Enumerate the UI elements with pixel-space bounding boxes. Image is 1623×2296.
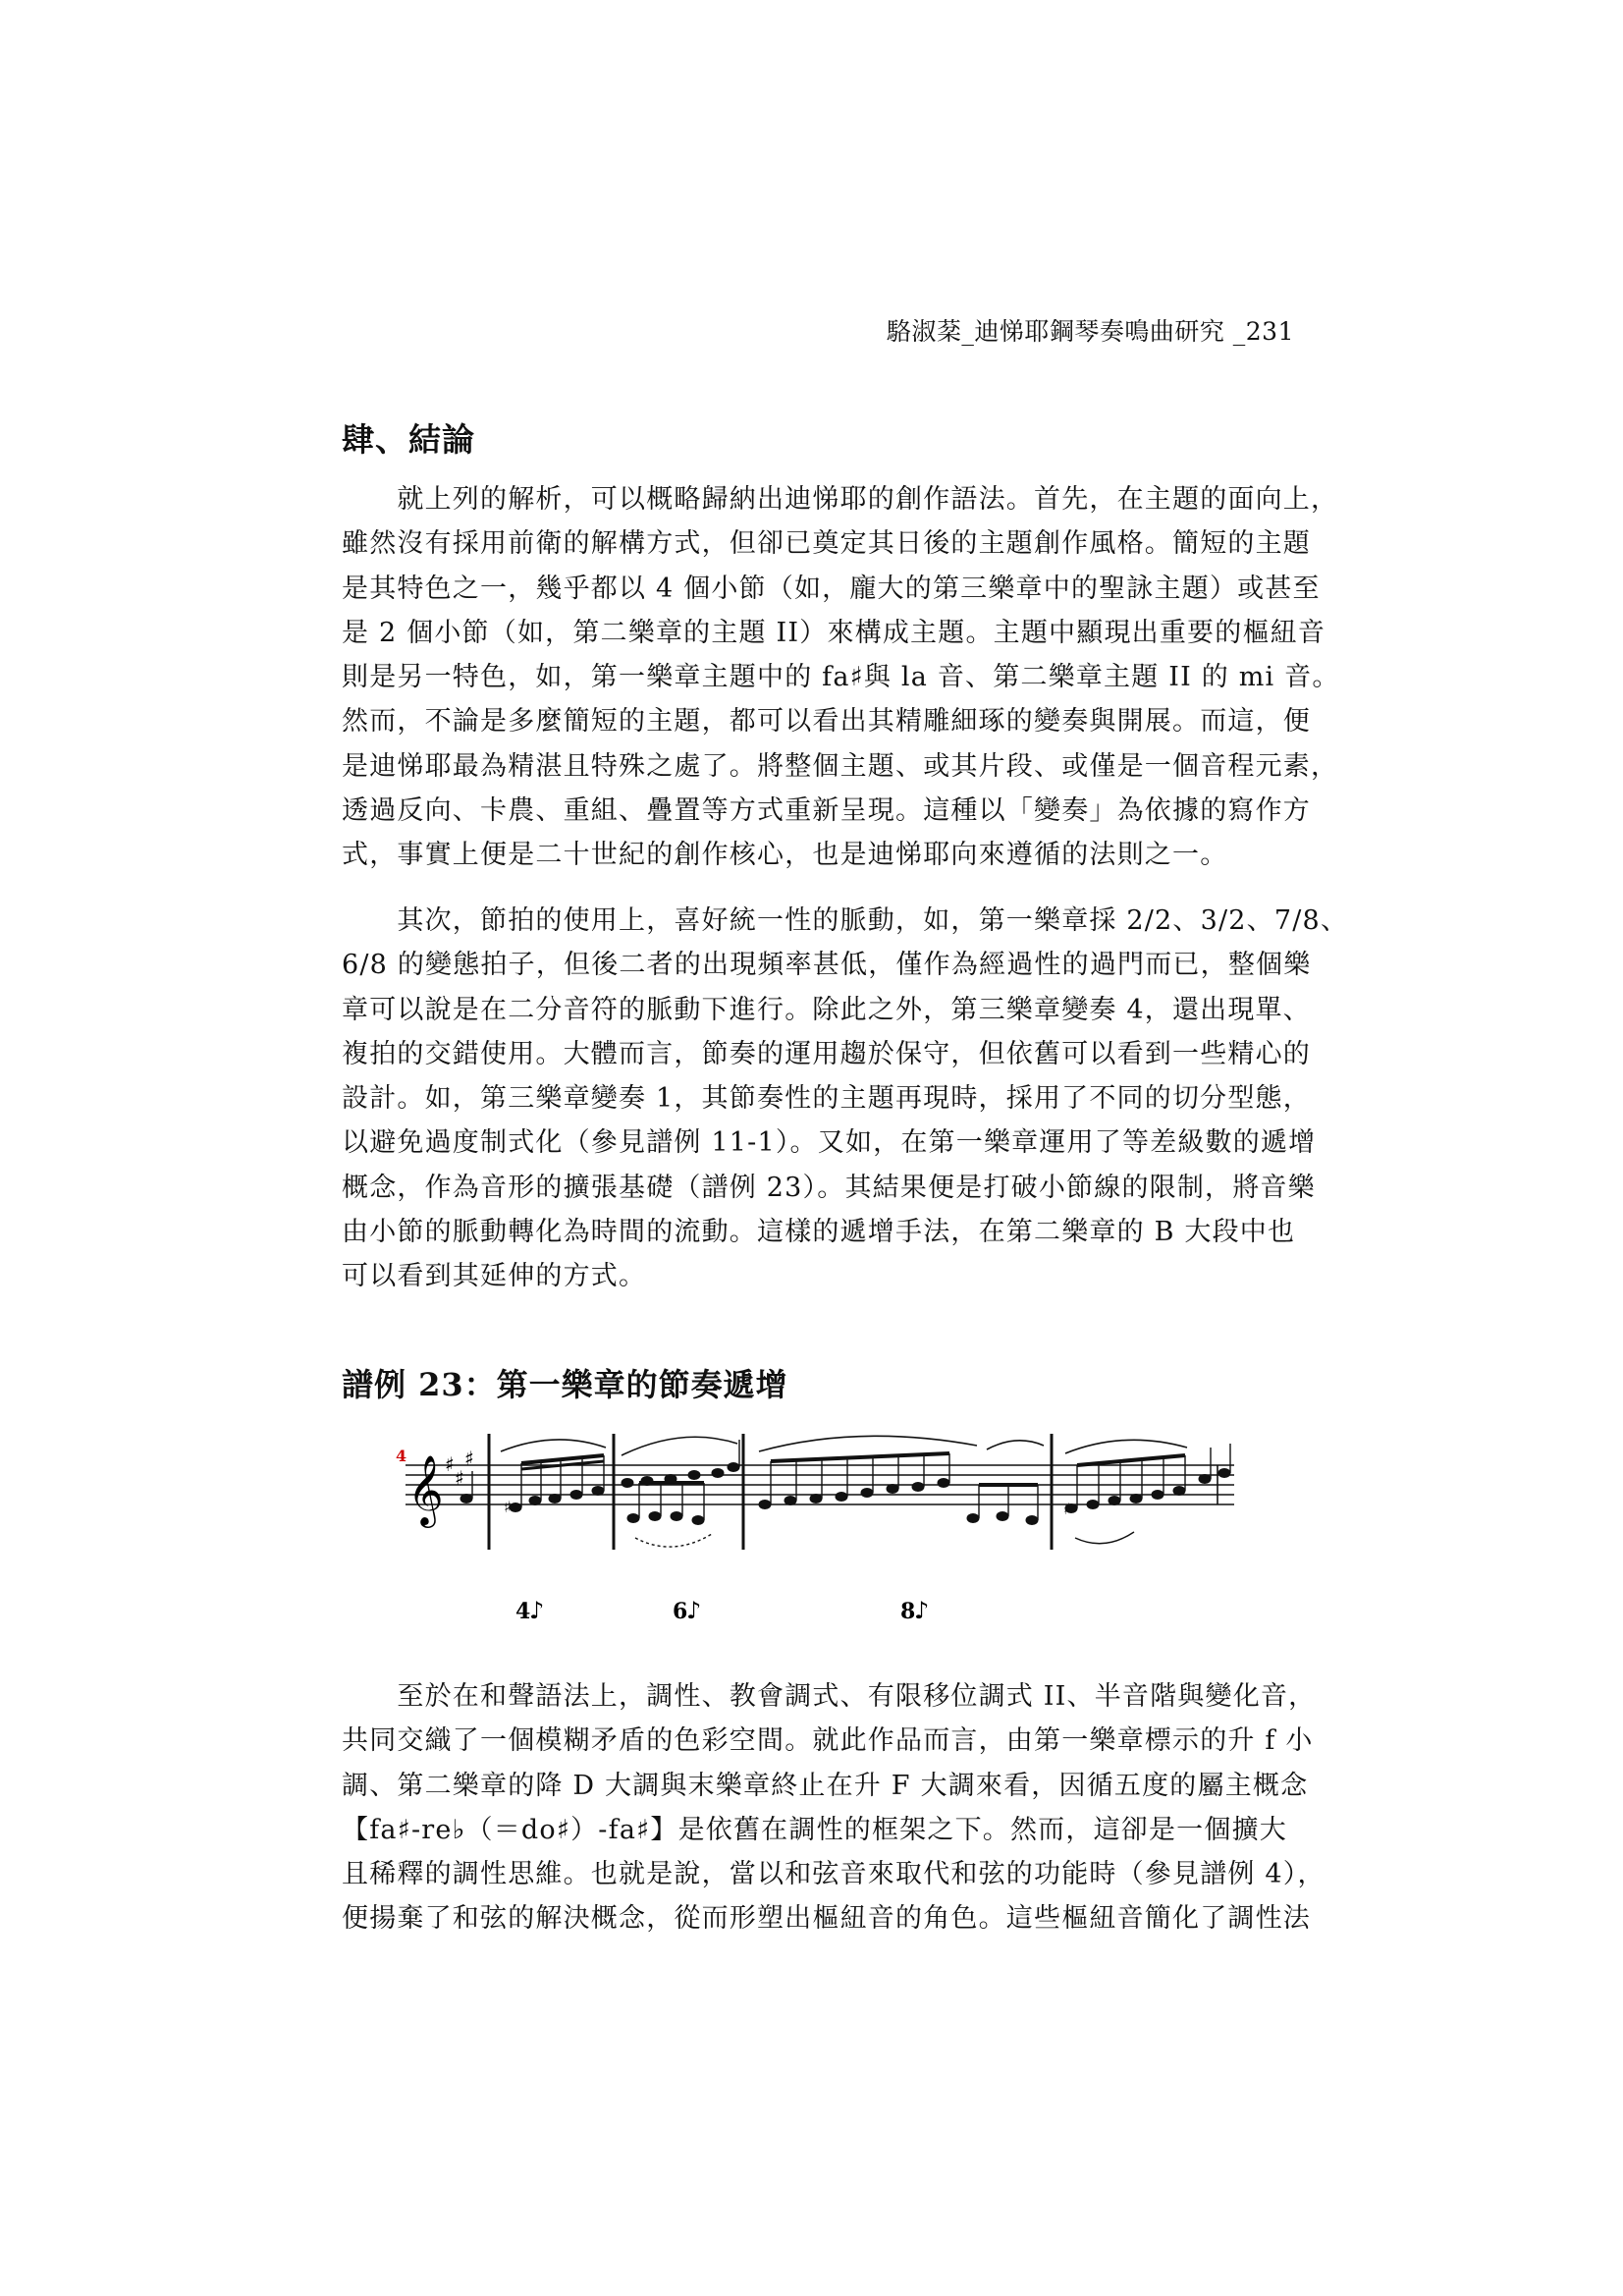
text-line: 然而，不論是多麼簡短的主題，都可以看出其精雕細琢的變奏與開展。而這，便 — [342, 706, 1311, 738]
text-line: 且稀釋的調性思維。也就是說，當以和弦音來取代和弦的功能時（參見譜例 4）， — [342, 1859, 1325, 1890]
text-line: 調、第二樂章的降 D 大調與末樂章終止在升 F 大調來看，因循五度的屬主概念 — [342, 1770, 1309, 1801]
key-signature-sharps — [445, 1447, 474, 1490]
rhythm-count: 4 — [515, 1599, 531, 1624]
text-line: 共同交織了一個模糊矛盾的色彩空間。就此作品而言，由第一樂章標示的升 f 小 — [342, 1725, 1314, 1757]
text-line: 其次，節拍的使用上，喜好統一性的脈動，如，第一樂章採 2/2、3/2、7/8、 — [342, 905, 1349, 936]
eighth-note-icon: ♪ — [529, 1596, 545, 1624]
slur — [987, 1441, 1044, 1449]
paragraph-conclusion-rhythm — [342, 899, 1349, 1299]
text-line: 透過反向、卡農、重組、疊置等方式重新呈現。這種以「變奏」為依據的寫作方 — [342, 795, 1311, 827]
text-line: 雖然沒有採用前衛的解構方式，但卻已奠定其日後的主題創作風格。簡短的主題 — [342, 528, 1311, 560]
paragraph-conclusion-harmony — [342, 1674, 1325, 1941]
text-line: 複拍的交錯使用。大體而言，節奏的運用趨於保守，但依舊可以看到一些精心的 — [342, 1038, 1311, 1069]
svg-text:♯: ♯ — [445, 1452, 455, 1476]
text-line: 則是另一特色，如，第一樂章主題中的 fa♯與 la 音、第二樂章主題 II 的 mi 音。 — [342, 662, 1340, 693]
text-line: 便揚棄了和弦的解決概念，從而形塑出樞紐音的角色。這些樞紐音簡化了調性法 — [342, 1903, 1311, 1935]
text-line: 設計。如，第三樂章變奏 1，其節奏性的主題再現時，採用了不同的切分型態， — [342, 1083, 1311, 1115]
paragraph-conclusion-themes — [342, 477, 1340, 878]
rhythm-count: 8 — [900, 1599, 916, 1624]
text-line: 就上列的解析，可以概略歸納出迪悌耶的創作語法。首先，在主題的面向上， — [342, 484, 1339, 515]
text-line: 【fa♯-re♭（＝do♯）-fa♯】是依舊在調性的框架之下。然而，這卻是一個擴大 — [342, 1814, 1287, 1845]
measure-4-notes — [1063, 1444, 1230, 1518]
measure-2-notes — [622, 1440, 739, 1525]
text-line: 由小節的脈動轉化為時間的流動。這樣的遞增手法，在第二樂章的 B 大段中也 — [342, 1217, 1296, 1248]
text-line: 是 2 個小節（如，第二樂章的主題 II）來構成主題。主題中顯現出重要的樞紐音 — [342, 617, 1326, 648]
text-line: 是其特色之一，幾乎都以 4 個小節（如，龐大的第三樂章中的聖詠主題）或甚至 — [342, 573, 1321, 604]
eighth-note-icon: ♪ — [686, 1596, 702, 1624]
svg-text:♯: ♯ — [464, 1447, 474, 1470]
slur — [1065, 1440, 1187, 1453]
running-header: 駱淑棻_迪悌耶鋼琴奏鳴曲研究 _231 — [886, 317, 1294, 346]
example-caption: 譜例 23：第一樂章的節奏遞增 — [342, 1366, 788, 1403]
text-line: 章可以說是在二分音符的脈動下進行。除此之外，第三樂章變奏 4，還出現單、 — [342, 994, 1311, 1025]
rhythm-annotation-6 — [673, 1596, 701, 1624]
slur — [1075, 1532, 1134, 1544]
rhythm-annotation-8 — [900, 1596, 929, 1624]
text-line: 是迪悌耶最為精湛且特殊之處了。將整個主題、或其片段、或僅是一個音程元素， — [342, 750, 1339, 782]
eighth-note-icon: ♪ — [914, 1596, 930, 1624]
text-line: 概念，作為音形的擴張基礎（譜例 23）。其結果便是打破小節線的限制，將音樂 — [342, 1172, 1316, 1203]
text-line: 6/8 的變態拍子，但後二者的出現頻率甚低，僅作為經過性的過門而已，整個樂 — [342, 950, 1312, 981]
slur — [635, 1534, 712, 1547]
slur — [759, 1436, 977, 1451]
section-heading: 肆、結論 — [342, 420, 475, 459]
svg-text:♯: ♯ — [504, 1498, 512, 1516]
svg-text:♯: ♯ — [455, 1466, 464, 1490]
rhythm-annotation-4 — [515, 1596, 544, 1624]
text-line: 至於在和聲語法上，調性、教會調式、有限移位調式 II、半音階與變化音， — [342, 1681, 1317, 1712]
music-score-example — [388, 1422, 1252, 1638]
text-line: 可以看到其延伸的方式。 — [342, 1261, 647, 1292]
svg-text:♯: ♯ — [1063, 1500, 1071, 1518]
text-line: 以避免過度制式化（參見譜例 11-1）。又如，在第一樂章運用了等差級數的遞增 — [342, 1127, 1317, 1159]
score-svg — [388, 1422, 1252, 1638]
measure-3-notes — [759, 1453, 1038, 1525]
measure-number: 4 — [396, 1447, 407, 1465]
rhythm-count: 6 — [673, 1599, 688, 1624]
text-line: 式，事實上便是二十世紀的創作核心，也是迪悌耶向來遵循的法則之一。 — [342, 840, 1228, 871]
treble-clef-icon: 𝄞 — [407, 1453, 444, 1525]
slur — [622, 1437, 737, 1455]
slur — [501, 1440, 606, 1451]
